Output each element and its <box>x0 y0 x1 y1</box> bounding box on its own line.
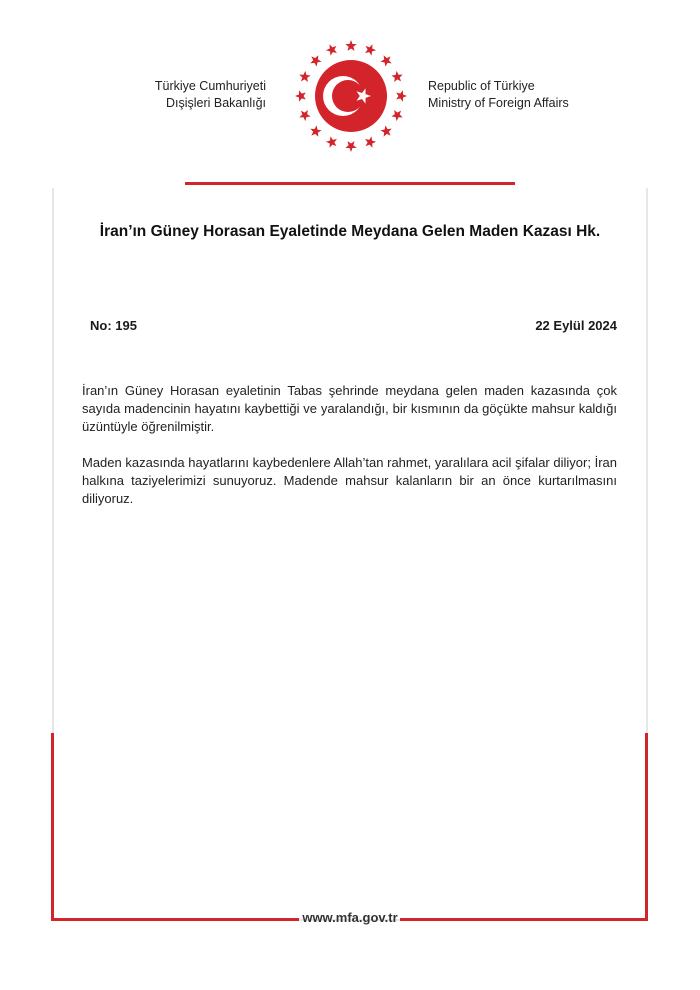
body-paragraph-2: Maden kazasında hayatlarını kaybedenlere Allah’tan rahmet, yaralılara acil şifalar diliyor; İran halkına taziyelerimizi sunuyoruz. Madende mahsur kalanların bir an önce kurtarılmasını diliyoruz. <box>82 455 617 506</box>
header-en-line1: Republic of Türkiye <box>428 79 535 93</box>
emblem-small-star-icon <box>380 125 391 136</box>
emblem-small-star-icon <box>326 44 337 55</box>
document-number: No: 195 <box>90 318 137 333</box>
emblem-small-star-icon <box>380 55 391 66</box>
emblem-small-star-icon <box>310 125 321 136</box>
emblem-small-star-icon <box>345 141 356 152</box>
emblem-small-star-icon <box>365 44 376 55</box>
footer-website-link[interactable]: www.mfa.gov.tr <box>302 910 398 925</box>
emblem-small-star-icon <box>396 90 407 101</box>
crescent-and-star-emblem-icon <box>290 35 412 157</box>
emblem-small-star-icon <box>299 71 310 82</box>
emblem-small-star-icon <box>391 71 402 82</box>
frame-red-accent-left <box>51 733 54 921</box>
header-ministry-en <box>428 78 628 112</box>
document-date: 22 Eylül 2024 <box>535 318 617 333</box>
emblem-small-star-icon <box>326 136 337 147</box>
header-tr-line2: Dışişleri Bakanlığı <box>165 96 266 110</box>
emblem-small-star-icon <box>391 110 402 121</box>
emblem-small-star-icon <box>310 55 321 66</box>
emblem-small-star-icon <box>299 110 310 121</box>
header-tr-line1: Türkiye Cumhuriyeti <box>154 79 266 93</box>
header-red-rule <box>185 182 515 185</box>
document-title: İran’ın Güney Horasan Eyaletinde Meydana Gelen Maden Kazası Hk. <box>99 223 601 240</box>
body-paragraph-1: İran’ın Güney Horasan eyaletinin Tabas şehrinde meydana gelen maden kazasında çok sayıda madencinin hayatını kaybettiği ve yaralandığı, bir kısmının da göçükte mahsur kaldığı üzüntüyle öğrenilmiştir. <box>82 383 617 434</box>
header-en-line2: Ministry of Foreign Affairs <box>428 96 569 110</box>
emblem-small-star-icon <box>345 40 356 51</box>
emblem-small-star-icon <box>365 136 376 147</box>
header-ministry-tr <box>110 78 266 112</box>
document-body <box>82 382 617 526</box>
frame-red-accent-right <box>645 733 648 921</box>
emblem-small-star-icon <box>295 90 306 101</box>
